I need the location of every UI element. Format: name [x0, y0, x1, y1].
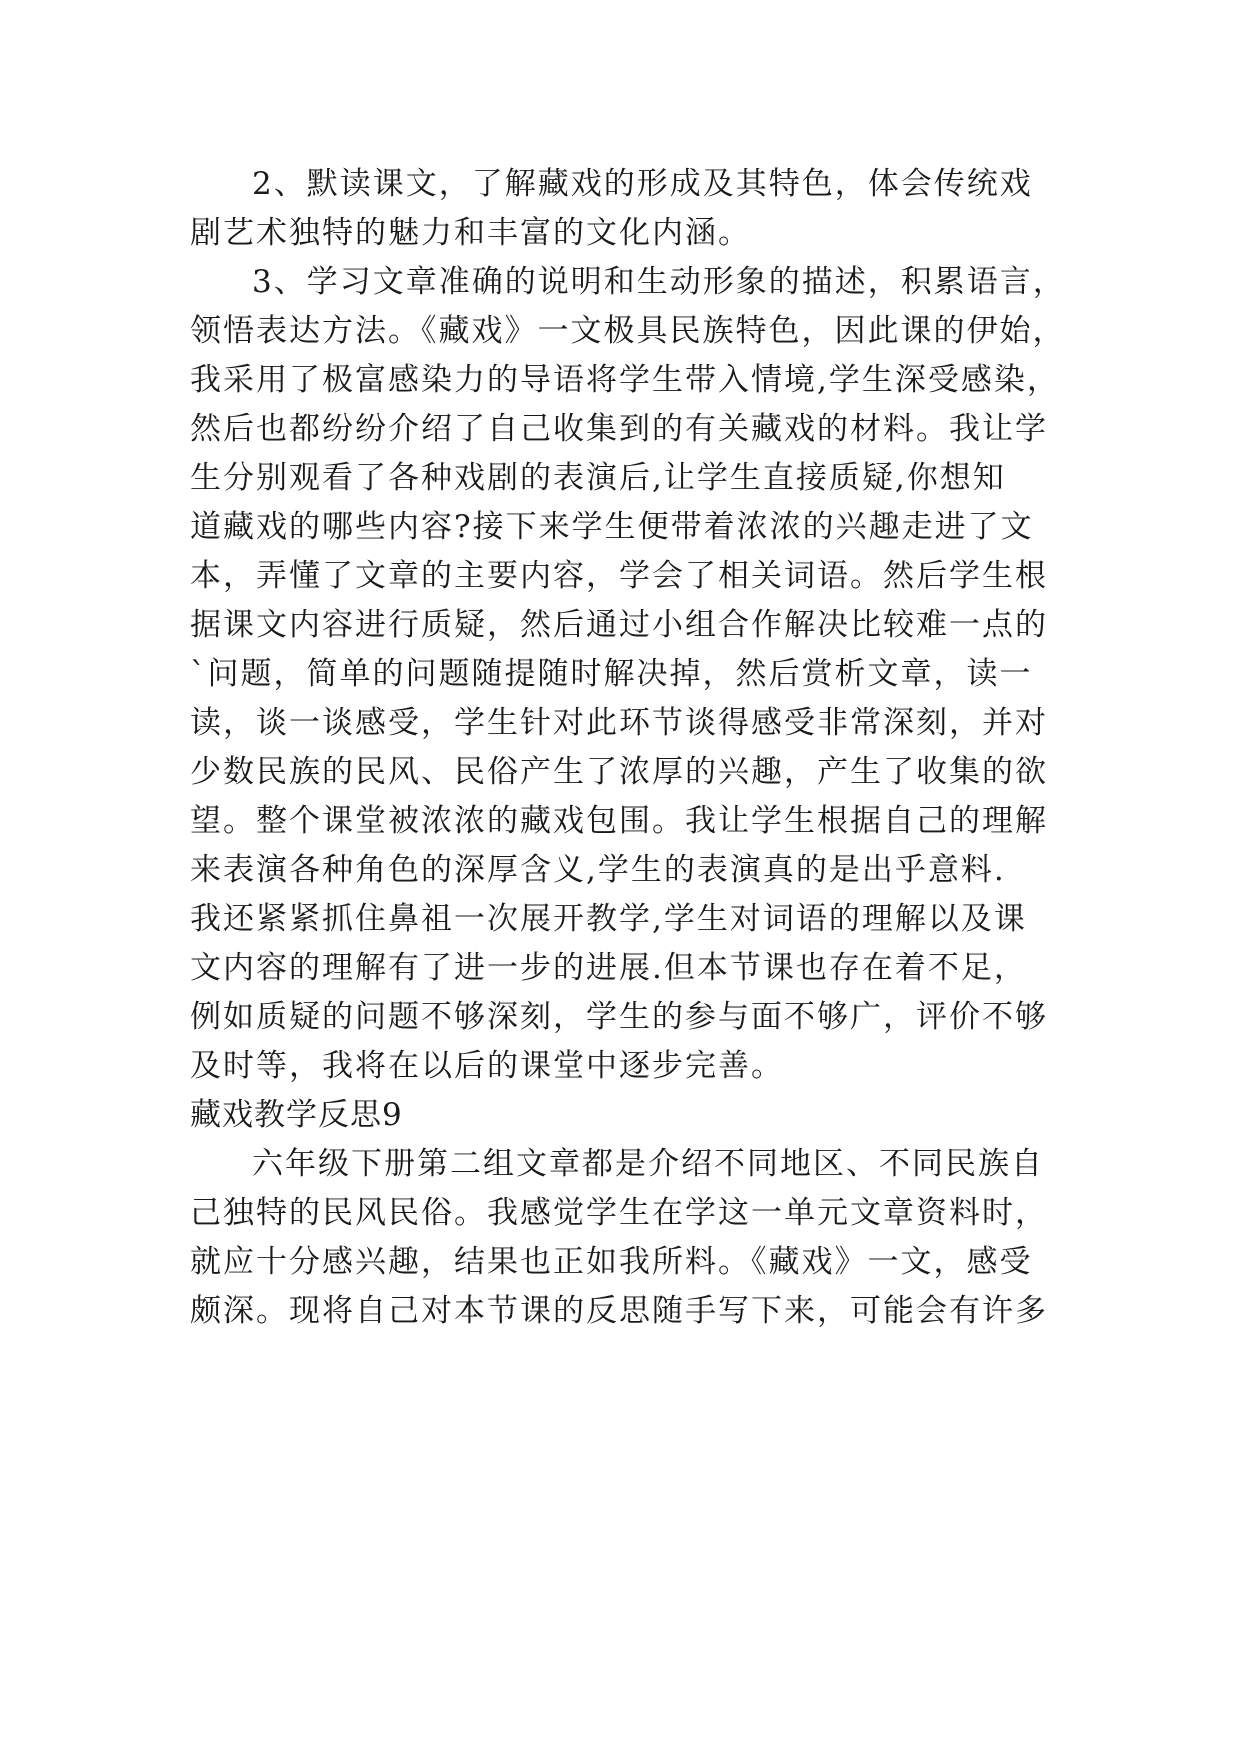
- paragraph-2-line-2: 剧艺术独特的魅力和丰富的文化内涵。: [190, 215, 751, 251]
- paragraph-4-line-3: 就应十分感兴趣，结果也正如我所料。《藏戏》一文，感受: [190, 1244, 1033, 1280]
- paragraph-3-line-1: 3、学习文章准确的说明和生动形象的描述，积累语言，: [252, 264, 1066, 300]
- paragraph-4-line-2: 己独特的民风民俗。我感觉学生在学这一单元文章资料时，: [190, 1195, 1048, 1231]
- paragraph-3-line-5: 生分别观看了各种戏剧的表演后,让学生直接质疑,你想知: [190, 460, 1006, 496]
- paragraph-3-line-14: 我还紧紧抓住鼻祖一次展开教学,学生对词语的理解以及课: [190, 901, 1027, 937]
- paragraph-3-line-6: 道藏戏的哪些内容?接下来学生便带着浓浓的兴趣走进了文: [190, 509, 1034, 545]
- paragraph-3-line-12: 望。整个课堂被浓浓的藏戏包围。我让学生根据自己的理解: [190, 803, 1048, 839]
- paragraph-3-line-11: 少数民族的民风、民俗产生了浓厚的兴趣，产生了收集的欲: [190, 754, 1048, 790]
- document-body: [190, 160, 1066, 1336]
- paragraph-3-line-13: 来表演各种角色的深厚含义,学生的表演真的是出乎意料.: [190, 852, 1006, 888]
- paragraph-3-line-15: 文内容的理解有了进一步的进展.但本节课也存在着不足，: [190, 950, 1027, 986]
- paragraph-3-line-4: 然后也都纷纷介绍了自己收集到的有关藏戏的材料。我让学: [190, 411, 1048, 447]
- paragraph-4-line-4: 颇深。现将自己对本节课的反思随手写下来，可能会有许多: [190, 1293, 1048, 1329]
- paragraph-3-line-9: `问题，简单的问题随提随时解决掉，然后赏析文章，读一: [190, 656, 1033, 692]
- paragraph-3-line-2: 领悟表达方法。《藏戏》一文极具民族特色，因此课的伊始，: [190, 313, 1066, 349]
- paragraph-3-line-7: 本，弄懂了文章的主要内容，学会了相关词语。然后学生根: [190, 558, 1048, 594]
- paragraph-3-line-16: 例如质疑的问题不够深刻，学生的参与面不够广，评价不够: [190, 999, 1048, 1035]
- paragraph-3-line-10: 读，谈一谈感受，学生针对此环节谈得感受非常深刻，并对: [190, 705, 1048, 741]
- paragraph-3-line-8: 据课文内容进行质疑，然后通过小组合作解决比较难一点的: [190, 607, 1048, 643]
- paragraph-3-line-17: 及时等，我将在以后的课堂中逐步完善。: [190, 1048, 784, 1084]
- paragraph-3-line-3: 我采用了极富感染力的导语将学生带入情境,学生深受感染，: [190, 362, 1060, 398]
- paragraph-2-line-1: 2、默读课文，了解藏戏的形成及其特色，体会传统戏: [252, 166, 1033, 202]
- paragraph-4-line-1: 六年级下册第二组文章都是介绍不同地区、不同民族自: [252, 1146, 1044, 1182]
- section-heading: 藏戏教学反思9: [190, 1097, 403, 1133]
